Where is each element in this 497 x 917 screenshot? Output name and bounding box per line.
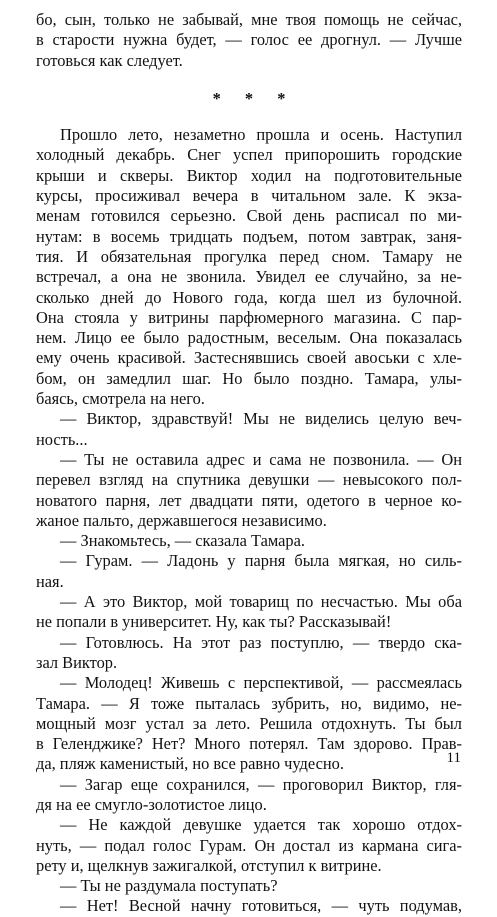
text-line: жаное пальто, державшегося независимо. (36, 510, 327, 530)
text-line: холодный декабрь. Снег успел припорошить городские (36, 145, 462, 165)
text-line: нутам: в восемь тридцать подъем, потом завтрак, заня- (36, 226, 462, 246)
text-line: крыши и скверы. Виктор ходил на подготовительные (36, 165, 462, 185)
text-line: нем. Лицо ее было радостным, веселым. Она показалась (36, 328, 462, 348)
text-line: Она стояла у витрины парфюмерного магазина. С пар- (36, 307, 462, 327)
text-line: — Ты не оставила адрес и сама не позвонила. — Он (60, 449, 462, 469)
text-line: Тамара. — Я тоже пыталась зубрить, но, видимо, не- (36, 693, 462, 713)
text-line: дя на ее смугло-золотистое лицо. (36, 794, 267, 814)
text-line: курсы, просиживал вечера в читальном зале. К экза- (36, 186, 462, 206)
text-line: — Загар еще сохранился, — проговорил Виктор, гля- (60, 774, 462, 794)
section-separator: * * * (212, 88, 296, 108)
text-line: рету и, щелкнув зажигалкой, отступил к витрине. (36, 855, 382, 875)
text-line: зал Виктор. (36, 652, 118, 672)
text-line: Прошло лето, незаметно прошла и осень. Наступил (60, 125, 462, 145)
text-line: мощный мозг устал за лето. Решила отдохнуть. Ты был (36, 713, 462, 733)
text-line: — Знакомьтесь, — сказала Тамара. (60, 531, 305, 551)
text-line: сколько дней до Нового года, когда шел из булочной. (36, 287, 462, 307)
text-line: ему очень красивой. Застеснявшись своей авоськи с хле- (36, 348, 462, 368)
text-line: — А это Виктор, мой товарищ по несчастью. Мы оба (60, 592, 462, 612)
text-line: нуть, — подал голос Гурам. Он достал из кармана сига- (36, 835, 462, 855)
text-line: тия. И обязательная прогулка перед сном. Тамару не (36, 246, 462, 266)
text-line: — Готовлюсь. На этот раз поступлю, — твердо ска- (60, 632, 462, 652)
text-line: — Гурам. — Ладонь у парня была мягкая, но силь- (60, 551, 462, 571)
text-line: перевел взгляд на спутника девушки — невысокого пол- (36, 470, 462, 490)
text-line: — Молодец! Живешь с перспективой, — рассмеялась (60, 673, 462, 693)
text-line: в Геленджике? Нет? Много потерял. Там здорово. Прав- (36, 734, 462, 754)
text-line: не попали в университет. Ну, как ты? Рассказывай! (36, 612, 392, 632)
text-line: бо, сын, только не забывай, мне твоя помощь не сейчас, (36, 10, 462, 29)
text-line: — Ты не раздумала поступать? (60, 876, 278, 896)
text-line: готовься как следует. (36, 50, 183, 70)
text-line: — Виктор, здравствуй! Мы не виделись целую веч- (60, 409, 462, 429)
text-line: новатого парня, лет двадцати пяти, одетого в черное ко- (36, 490, 462, 510)
text-line: ная. (36, 571, 64, 591)
book-page (36, 10, 462, 917)
text-line: баясь, смотрела на него. (36, 389, 205, 409)
text-line: — Нет! Весной начну готовиться, — чуть подумав, (60, 896, 462, 916)
text-line: да, пляж каменистый, но все равно чудесно. (36, 754, 344, 774)
text-line: встречал, а она не звонила. Увидел ее случайно, за не- (36, 267, 462, 287)
text-line: бом, он замедлил шаг. Но было поздно. Тамара, улы- (36, 368, 462, 388)
page-body-text (36, 125, 462, 917)
page-number: 11 (446, 750, 461, 766)
text-line: — Не каждой девушке удается так хорошо отдох- (60, 815, 462, 835)
text-line: в старости нужна будет, — голос ее дрогнул. — Лучше (36, 30, 462, 50)
paragraph-continuation (36, 10, 462, 71)
text-line: менам готовился серьезно. Свой день расписал по ми- (36, 206, 462, 226)
text-line: ность... (36, 429, 88, 449)
